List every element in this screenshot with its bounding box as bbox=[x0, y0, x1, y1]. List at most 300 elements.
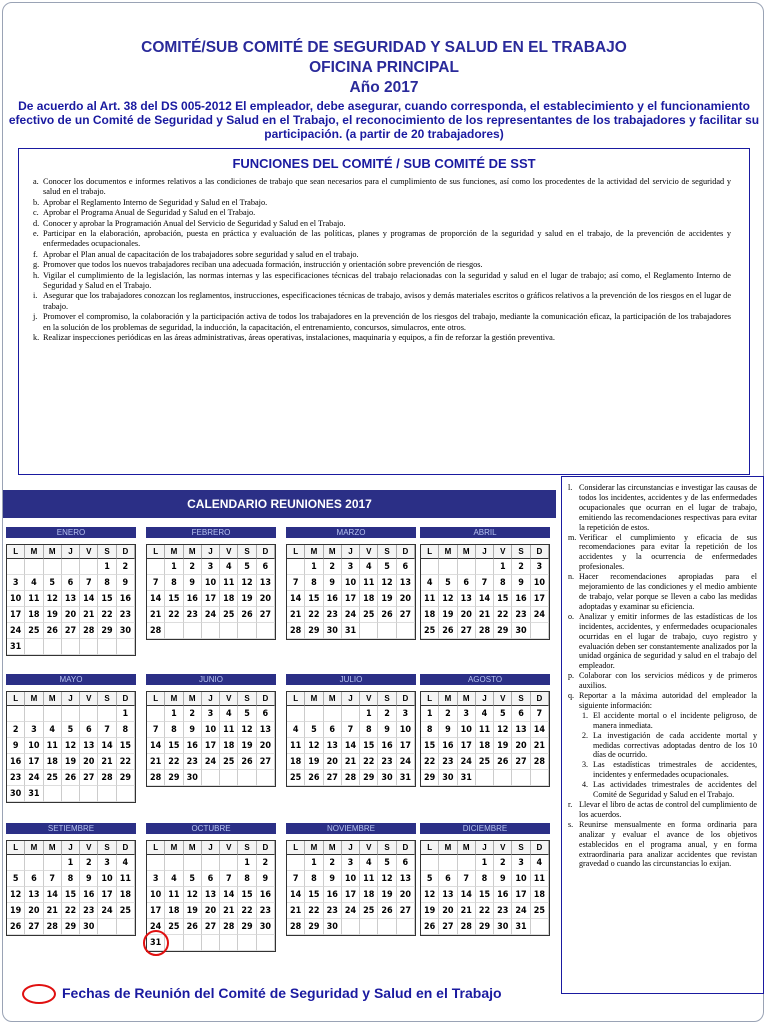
responsibility-text: Llevar el libro de actas de control del cumplimiento de los acuerdos. bbox=[579, 800, 757, 819]
day-cell: 26 bbox=[44, 623, 62, 639]
day-cell: 22 bbox=[165, 754, 183, 770]
empty-day-cell bbox=[62, 786, 80, 802]
calendar-banner: CALENDARIO REUNIONES 2017 bbox=[3, 490, 556, 518]
day-cell: 19 bbox=[184, 903, 202, 919]
empty-day-cell bbox=[378, 623, 396, 639]
legal-intro: De acuerdo al Art. 38 del DS 005-2012 El empleador, debe asegurar, cuando corresponda, el establecimiento y el funcionamiento efectivo de un Comité de Seguridad y Salud en el Trabajo, el reconocimiento de los representantes de los trabajadores y facilitar su participación. (a partir de 20 trabajadores) bbox=[8, 99, 760, 141]
day-cell: 6 bbox=[25, 871, 43, 887]
empty-day-cell bbox=[44, 855, 62, 871]
day-cell: 8 bbox=[305, 871, 323, 887]
day-cell: 29 bbox=[360, 770, 378, 786]
day-cell: 10 bbox=[25, 738, 43, 754]
day-cell: 14 bbox=[98, 738, 116, 754]
empty-day-cell bbox=[531, 919, 549, 935]
day-cell: 27 bbox=[512, 754, 530, 770]
day-cell: 14 bbox=[147, 591, 165, 607]
function-item-letter: a. bbox=[33, 177, 39, 186]
weekday-header: M bbox=[165, 841, 183, 855]
empty-day-cell bbox=[98, 919, 116, 935]
day-cell: 30 bbox=[324, 623, 342, 639]
day-cell: 7 bbox=[287, 871, 305, 887]
weekday-header: V bbox=[494, 545, 512, 559]
function-item bbox=[33, 250, 731, 260]
responsibility-text: Colaborar con los servicios médicos y de primeros auxilios. bbox=[579, 671, 757, 691]
day-cell: 21 bbox=[342, 754, 360, 770]
day-cell: 27 bbox=[257, 754, 275, 770]
weekday-header: V bbox=[360, 545, 378, 559]
empty-day-cell bbox=[117, 919, 135, 935]
day-cell: 13 bbox=[458, 591, 476, 607]
day-cell: 27 bbox=[25, 919, 43, 935]
weekday-header: L bbox=[7, 841, 25, 855]
day-cell: 19 bbox=[44, 607, 62, 623]
day-cell: 18 bbox=[117, 887, 135, 903]
day-cell: 3 bbox=[25, 722, 43, 738]
day-cell: 1 bbox=[421, 706, 439, 722]
weekday-header: M bbox=[324, 841, 342, 855]
day-cell: 29 bbox=[165, 770, 183, 786]
day-cell: 28 bbox=[147, 770, 165, 786]
day-cell: 26 bbox=[305, 770, 323, 786]
day-cell: 6 bbox=[202, 871, 220, 887]
day-cell: 17 bbox=[512, 887, 530, 903]
empty-day-cell bbox=[80, 706, 98, 722]
day-cell: 10 bbox=[397, 722, 415, 738]
responsibility-item bbox=[568, 820, 757, 870]
day-cell: 28 bbox=[44, 919, 62, 935]
weekday-header: M bbox=[458, 692, 476, 706]
day-cell: 13 bbox=[62, 591, 80, 607]
day-cell: 21 bbox=[220, 903, 238, 919]
weekday-header: D bbox=[531, 841, 549, 855]
day-cell: 2 bbox=[324, 855, 342, 871]
report-subitem bbox=[582, 711, 757, 731]
day-cell: 31 bbox=[512, 919, 530, 935]
day-cell: 1 bbox=[494, 559, 512, 575]
day-cell: 25 bbox=[165, 919, 183, 935]
day-cell: 14 bbox=[287, 887, 305, 903]
day-cell: 24 bbox=[202, 754, 220, 770]
responsibility-item bbox=[568, 572, 757, 612]
day-cell: 21 bbox=[458, 903, 476, 919]
day-cell: 2 bbox=[378, 706, 396, 722]
empty-day-cell bbox=[458, 559, 476, 575]
day-cell: 11 bbox=[421, 591, 439, 607]
day-cell: 17 bbox=[202, 738, 220, 754]
day-cell: 11 bbox=[25, 591, 43, 607]
day-cell: 23 bbox=[7, 770, 25, 786]
day-cell: 7 bbox=[476, 575, 494, 591]
weekday-header: M bbox=[184, 545, 202, 559]
day-cell: 30 bbox=[439, 770, 457, 786]
day-cell: 15 bbox=[238, 887, 256, 903]
day-cell: 16 bbox=[378, 738, 396, 754]
day-cell: 19 bbox=[421, 903, 439, 919]
empty-day-cell bbox=[25, 855, 43, 871]
day-cell: 15 bbox=[421, 738, 439, 754]
day-cell: 25 bbox=[531, 903, 549, 919]
empty-day-cell bbox=[44, 706, 62, 722]
day-cell: 25 bbox=[220, 607, 238, 623]
day-cell: 6 bbox=[257, 559, 275, 575]
empty-day-cell bbox=[238, 935, 256, 951]
day-cell: 10 bbox=[342, 575, 360, 591]
day-cell: 13 bbox=[324, 738, 342, 754]
function-item bbox=[33, 260, 731, 270]
month-name: DICIEMBRE bbox=[420, 823, 550, 834]
day-cell: 23 bbox=[117, 607, 135, 623]
function-item bbox=[33, 177, 731, 198]
responsibility-item bbox=[568, 483, 757, 533]
day-cell: 2 bbox=[494, 855, 512, 871]
day-cell: 10 bbox=[342, 871, 360, 887]
responsibility-letter: r. bbox=[568, 800, 573, 809]
report-subitem bbox=[582, 760, 757, 780]
day-cell: 14 bbox=[287, 591, 305, 607]
functions-list bbox=[33, 177, 731, 344]
day-cell: 8 bbox=[421, 722, 439, 738]
weekday-header: M bbox=[305, 841, 323, 855]
function-item bbox=[33, 198, 731, 208]
month-calendar-octubre bbox=[146, 823, 276, 952]
empty-day-cell bbox=[80, 786, 98, 802]
day-cell: 29 bbox=[98, 623, 116, 639]
responsibility-item bbox=[568, 800, 757, 820]
weekday-header: S bbox=[98, 692, 116, 706]
month-name: ENERO bbox=[6, 527, 136, 538]
weekday-header: M bbox=[25, 841, 43, 855]
day-cell: 8 bbox=[62, 871, 80, 887]
day-cell: 18 bbox=[220, 591, 238, 607]
day-cell: 16 bbox=[184, 738, 202, 754]
day-cell: 26 bbox=[421, 919, 439, 935]
day-cell: 19 bbox=[494, 738, 512, 754]
day-cell: 11 bbox=[220, 575, 238, 591]
day-cell: 8 bbox=[238, 871, 256, 887]
empty-day-cell bbox=[184, 935, 202, 951]
month-calendar-febrero bbox=[146, 527, 276, 640]
day-cell: 20 bbox=[257, 738, 275, 754]
day-cell: 8 bbox=[117, 722, 135, 738]
day-cell: 21 bbox=[80, 607, 98, 623]
day-cell: 7 bbox=[147, 722, 165, 738]
day-cell: 5 bbox=[439, 575, 457, 591]
day-cell: 1 bbox=[62, 855, 80, 871]
weekday-header: L bbox=[287, 692, 305, 706]
day-cell: 31 bbox=[25, 786, 43, 802]
day-cell: 30 bbox=[494, 919, 512, 935]
day-cell: 28 bbox=[98, 770, 116, 786]
day-cell: 18 bbox=[360, 591, 378, 607]
day-cell: 4 bbox=[287, 722, 305, 738]
day-cell: 8 bbox=[360, 722, 378, 738]
day-cell: 22 bbox=[238, 903, 256, 919]
day-cell: 6 bbox=[439, 871, 457, 887]
day-cell: 10 bbox=[458, 722, 476, 738]
day-cell: 29 bbox=[238, 919, 256, 935]
empty-day-cell bbox=[287, 855, 305, 871]
day-cell: 16 bbox=[324, 887, 342, 903]
function-item-letter: g. bbox=[33, 260, 40, 270]
function-item-text: Asegurar que los trabajadores conozcan los reglamentos, instrucciones, especificaciones técnicas de trabajo, avisos y demás materiales escritos o gráficos relativos a la prevención de los riesgos en el lugar de trabajo. bbox=[43, 291, 731, 311]
empty-day-cell bbox=[287, 706, 305, 722]
function-item-letter: h. bbox=[33, 270, 40, 280]
weekday-header: D bbox=[117, 841, 135, 855]
day-cell: 17 bbox=[147, 903, 165, 919]
function-item-letter: k. bbox=[33, 333, 40, 343]
empty-day-cell bbox=[421, 559, 439, 575]
day-cell: 28 bbox=[80, 623, 98, 639]
weekday-header: D bbox=[397, 545, 415, 559]
day-cell: 10 bbox=[202, 722, 220, 738]
weekday-header: M bbox=[324, 692, 342, 706]
empty-day-cell bbox=[117, 639, 135, 655]
month-calendar-agosto bbox=[420, 674, 550, 787]
day-cell: 5 bbox=[44, 575, 62, 591]
day-cell: 23 bbox=[80, 903, 98, 919]
day-cell: 14 bbox=[44, 887, 62, 903]
day-cell: 19 bbox=[62, 754, 80, 770]
day-cell: 13 bbox=[25, 887, 43, 903]
empty-day-cell bbox=[476, 559, 494, 575]
weekday-header: S bbox=[378, 545, 396, 559]
day-cell: 22 bbox=[117, 754, 135, 770]
report-subitem-number: 3. bbox=[582, 760, 589, 770]
month-name: JUNIO bbox=[146, 674, 276, 685]
day-cell: 25 bbox=[287, 770, 305, 786]
day-cell: 15 bbox=[98, 591, 116, 607]
day-cell: 27 bbox=[397, 607, 415, 623]
empty-day-cell bbox=[476, 770, 494, 786]
day-cell: 4 bbox=[25, 575, 43, 591]
responsibility-letter: s. bbox=[568, 819, 574, 829]
empty-day-cell bbox=[220, 623, 238, 639]
day-cell: 24 bbox=[531, 607, 549, 623]
day-cell: 15 bbox=[117, 738, 135, 754]
empty-day-cell bbox=[531, 623, 549, 639]
empty-day-cell bbox=[7, 706, 25, 722]
empty-day-cell bbox=[98, 706, 116, 722]
day-cell: 26 bbox=[238, 607, 256, 623]
responsibility-text: Reportar a la máxima autoridad del empleador la siguiente información: bbox=[579, 691, 757, 710]
day-cell: 9 bbox=[257, 871, 275, 887]
function-item-text: Aprobar el Programa Anual de Seguridad y Salud en el Trabajo. bbox=[43, 208, 256, 218]
office-subtitle: OFICINA PRINCIPAL bbox=[309, 59, 459, 76]
day-cell: 3 bbox=[202, 706, 220, 722]
month-grid bbox=[420, 691, 550, 787]
responsibility-item bbox=[568, 533, 757, 573]
day-cell: 2 bbox=[7, 722, 25, 738]
empty-day-cell bbox=[44, 559, 62, 575]
day-cell: 17 bbox=[98, 887, 116, 903]
day-cell: 19 bbox=[238, 591, 256, 607]
day-cell: 2 bbox=[80, 855, 98, 871]
month-name: MAYO bbox=[6, 674, 136, 685]
empty-day-cell bbox=[421, 855, 439, 871]
empty-day-cell bbox=[202, 935, 220, 951]
function-item-text: Promover el compromiso, la colaboración y la participación activa de todos los trabajadores en la prevención de los riesgos del trabajo, mediante la comunicación eficaz, la participación de los trabajadores en la solución de los problemas de seguridad, la inducción, la capacitación, el entrenamiento, concursos, simulacros, ente otros. bbox=[43, 312, 731, 332]
day-cell: 24 bbox=[342, 607, 360, 623]
empty-day-cell bbox=[165, 855, 183, 871]
responsibility-letter: n. bbox=[568, 572, 575, 582]
day-cell: 28 bbox=[287, 919, 305, 935]
day-cell: 22 bbox=[360, 754, 378, 770]
day-cell: 4 bbox=[165, 871, 183, 887]
day-cell: 9 bbox=[184, 575, 202, 591]
day-cell: 15 bbox=[165, 738, 183, 754]
function-item-text: Realizar inspecciones periódicas en las áreas administrativas, áreas operativas, instalaciones, maquinaria y equipos, a fin de reforzar la gestión preventiva. bbox=[43, 333, 555, 343]
day-cell: 9 bbox=[324, 575, 342, 591]
day-cell: 17 bbox=[342, 887, 360, 903]
day-cell: 13 bbox=[257, 575, 275, 591]
day-cell: 11 bbox=[287, 738, 305, 754]
day-cell: 17 bbox=[458, 738, 476, 754]
day-cell: 4 bbox=[360, 559, 378, 575]
function-item-text: Promover que todos los nuevos trabajadores reciban una adecuada formación, instrucción y orientación sobre prevención de riesgos. bbox=[43, 260, 483, 270]
day-cell: 9 bbox=[512, 575, 530, 591]
day-cell: 26 bbox=[238, 754, 256, 770]
functions-box bbox=[18, 148, 750, 475]
day-cell: 14 bbox=[342, 738, 360, 754]
weekday-header: M bbox=[44, 841, 62, 855]
weekday-header: J bbox=[62, 692, 80, 706]
day-cell: 19 bbox=[378, 887, 396, 903]
day-cell: 23 bbox=[184, 754, 202, 770]
weekday-header: D bbox=[531, 692, 549, 706]
day-cell: 14 bbox=[476, 591, 494, 607]
day-cell: 20 bbox=[257, 591, 275, 607]
day-cell: 30 bbox=[378, 770, 396, 786]
day-cell: 25 bbox=[421, 623, 439, 639]
day-cell: 12 bbox=[421, 887, 439, 903]
weekday-header: M bbox=[458, 841, 476, 855]
day-cell: 22 bbox=[494, 607, 512, 623]
day-cell: 16 bbox=[184, 591, 202, 607]
weekday-header: L bbox=[421, 545, 439, 559]
empty-day-cell bbox=[25, 706, 43, 722]
weekday-header: V bbox=[360, 692, 378, 706]
page-title: COMITÉ/SUB COMITÉ DE SEGURIDAD Y SALUD EN EL TRABAJO bbox=[141, 39, 627, 56]
day-cell: 9 bbox=[324, 871, 342, 887]
day-cell: 29 bbox=[62, 919, 80, 935]
day-cell: 13 bbox=[80, 738, 98, 754]
empty-day-cell bbox=[360, 623, 378, 639]
empty-day-cell bbox=[117, 786, 135, 802]
day-cell: 21 bbox=[147, 607, 165, 623]
day-cell: 23 bbox=[494, 903, 512, 919]
weekday-header: D bbox=[257, 841, 275, 855]
report-subitem-number: 4. bbox=[582, 780, 589, 790]
day-cell: 20 bbox=[439, 903, 457, 919]
day-cell: 1 bbox=[165, 559, 183, 575]
weekday-header: V bbox=[360, 841, 378, 855]
day-cell: 1 bbox=[165, 706, 183, 722]
empty-day-cell bbox=[44, 786, 62, 802]
legend-circle-icon bbox=[22, 984, 56, 1004]
weekday-header: S bbox=[98, 545, 116, 559]
month-grid bbox=[146, 840, 276, 952]
month-calendar-diciembre bbox=[420, 823, 550, 936]
day-cell: 19 bbox=[378, 591, 396, 607]
day-cell: 1 bbox=[98, 559, 116, 575]
weekday-header: L bbox=[147, 545, 165, 559]
day-cell: 24 bbox=[147, 919, 165, 935]
day-cell: 10 bbox=[147, 887, 165, 903]
day-cell: 26 bbox=[7, 919, 25, 935]
day-cell: 18 bbox=[25, 607, 43, 623]
day-cell: 10 bbox=[531, 575, 549, 591]
day-cell: 6 bbox=[458, 575, 476, 591]
day-cell: 16 bbox=[117, 591, 135, 607]
day-cell: 25 bbox=[476, 754, 494, 770]
day-cell: 27 bbox=[324, 770, 342, 786]
report-subitem-number: 2. bbox=[582, 730, 589, 740]
month-name: JULIO bbox=[286, 674, 416, 685]
responsibility-text: Reunirse mensualmente en forma ordinaria para analizar y evaluar el avance de los objetivos establecidos en el programa anual, y en forma extraordinaria para analizar accidentes que revistan gravedad o cuando las circunstancias lo exijan. bbox=[579, 819, 757, 869]
weekday-header: M bbox=[305, 545, 323, 559]
function-item bbox=[33, 291, 731, 312]
day-cell: 23 bbox=[324, 903, 342, 919]
month-name: NOVIEMBRE bbox=[286, 823, 416, 834]
day-cell: 12 bbox=[62, 738, 80, 754]
day-cell: 20 bbox=[202, 903, 220, 919]
day-cell: 24 bbox=[512, 903, 530, 919]
empty-day-cell bbox=[257, 770, 275, 786]
function-item bbox=[33, 208, 731, 218]
report-subitem-text: Las actividades trimestrales de accidentes del Comité de Seguridad y Salud en el Trabajo. bbox=[593, 780, 757, 800]
day-cell: 31 bbox=[7, 639, 25, 655]
empty-day-cell bbox=[184, 855, 202, 871]
weekday-header: M bbox=[184, 692, 202, 706]
weekday-header: S bbox=[512, 545, 530, 559]
day-cell: 19 bbox=[238, 738, 256, 754]
empty-day-cell bbox=[397, 623, 415, 639]
day-cell: 19 bbox=[7, 903, 25, 919]
day-cell: 8 bbox=[476, 871, 494, 887]
month-name: ABRIL bbox=[420, 527, 550, 538]
day-cell: 14 bbox=[458, 887, 476, 903]
weekday-header: D bbox=[397, 841, 415, 855]
day-cell: 31 bbox=[397, 770, 415, 786]
responsibility-letter: m. bbox=[568, 532, 577, 542]
weekday-header: S bbox=[238, 841, 256, 855]
weekday-header: M bbox=[44, 692, 62, 706]
weekday-header: L bbox=[147, 692, 165, 706]
empty-day-cell bbox=[342, 706, 360, 722]
day-cell: 28 bbox=[147, 623, 165, 639]
day-cell: 14 bbox=[147, 738, 165, 754]
function-item-letter: b. bbox=[33, 197, 40, 207]
day-cell: 10 bbox=[512, 871, 530, 887]
day-cell: 15 bbox=[62, 887, 80, 903]
weekday-header: L bbox=[7, 545, 25, 559]
day-cell: 29 bbox=[476, 919, 494, 935]
day-cell: 12 bbox=[439, 591, 457, 607]
day-cell: 22 bbox=[305, 607, 323, 623]
day-cell: 1 bbox=[360, 706, 378, 722]
day-cell: 23 bbox=[324, 607, 342, 623]
weekday-header: V bbox=[220, 841, 238, 855]
day-cell: 20 bbox=[458, 607, 476, 623]
weekday-header: M bbox=[324, 545, 342, 559]
weekday-header: L bbox=[7, 692, 25, 706]
empty-day-cell bbox=[80, 639, 98, 655]
day-cell: 11 bbox=[476, 722, 494, 738]
responsibility-letter: q. bbox=[568, 691, 575, 701]
weekday-header: V bbox=[494, 841, 512, 855]
day-cell: 9 bbox=[184, 722, 202, 738]
weekday-header: J bbox=[62, 545, 80, 559]
